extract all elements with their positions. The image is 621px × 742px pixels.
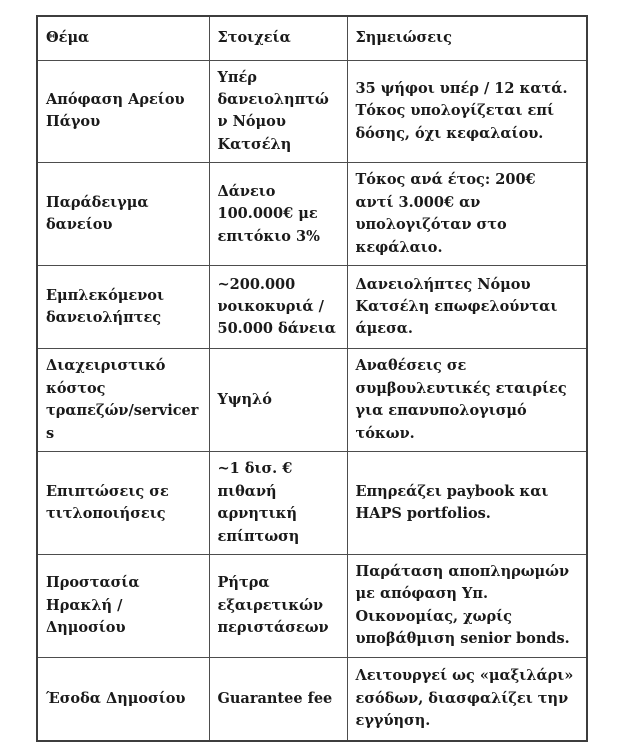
cell-topic: Επιπτώσεις σε τιτλοποιήσεις — [37, 452, 209, 555]
cell-notes: Λειτουργεί ως «μαξιλάρι» εσόδων, διασφαλίζει την εγγύηση. — [347, 657, 587, 741]
table-row — [37, 555, 587, 658]
cell-data: Guarantee fee — [209, 657, 347, 741]
column-header-topic: Θέμα — [37, 16, 209, 60]
cell-topic: Διαχειριστικό κόστος τραπεζών/servicers — [37, 349, 209, 452]
cell-topic: Προστασία Ηρακλή / Δημοσίου — [37, 555, 209, 658]
cell-notes: Επηρεάζει paybook και HAPS portfolios. — [347, 452, 587, 555]
info-table — [36, 15, 588, 742]
cell-topic: Απόφαση Αρείου Πάγου — [37, 60, 209, 163]
cell-notes: Παράταση αποπληρωμών με απόφαση Υπ. Οικονομίας, χωρίς υποβάθμιση senior bonds. — [347, 555, 587, 658]
table-row — [37, 60, 587, 163]
table-row — [37, 163, 587, 266]
column-header-notes: Σημειώσεις — [347, 16, 587, 60]
header-row — [37, 16, 587, 60]
cell-data: Υψηλό — [209, 349, 347, 452]
table-row — [37, 266, 587, 349]
cell-notes: Αναθέσεις σε συμβουλευτικές εταιρίες για επανυπολογισμό τόκων. — [347, 349, 587, 452]
cell-topic: Παράδειγμα δανείου — [37, 163, 209, 266]
cell-topic: Έσοδα Δημοσίου — [37, 657, 209, 741]
cell-data: Υπέρ δανειοληπτών Νόμου Κατσέλη — [209, 60, 347, 163]
cell-notes: 35 ψήφοι υπέρ / 12 κατά. Τόκος υπολογίζεται επί δόσης, όχι κεφαλαίου. — [347, 60, 587, 163]
cell-data: Ρήτρα εξαιρετικών περιστάσεων — [209, 555, 347, 658]
cell-data: ~200.000 νοικοκυριά / 50.000 δάνεια — [209, 266, 347, 349]
cell-topic: Εμπλεκόμενοι δανειολήπτες — [37, 266, 209, 349]
table-row — [37, 349, 587, 452]
cell-data: ~1 δισ. € πιθανή αρνητική επίπτωση — [209, 452, 347, 555]
table-row — [37, 452, 587, 555]
column-header-data: Στοιχεία — [209, 16, 347, 60]
table-row — [37, 657, 587, 741]
cell-data: Δάνειο 100.000€ με επιτόκιο 3% — [209, 163, 347, 266]
cell-notes: Δανειολήπτες Νόμου Κατσέλη επωφελούνται άμεσα. — [347, 266, 587, 349]
cell-notes: Τόκος ανά έτος: 200€ αντί 3.000€ αν υπολογιζόταν στο κεφάλαιο. — [347, 163, 587, 266]
